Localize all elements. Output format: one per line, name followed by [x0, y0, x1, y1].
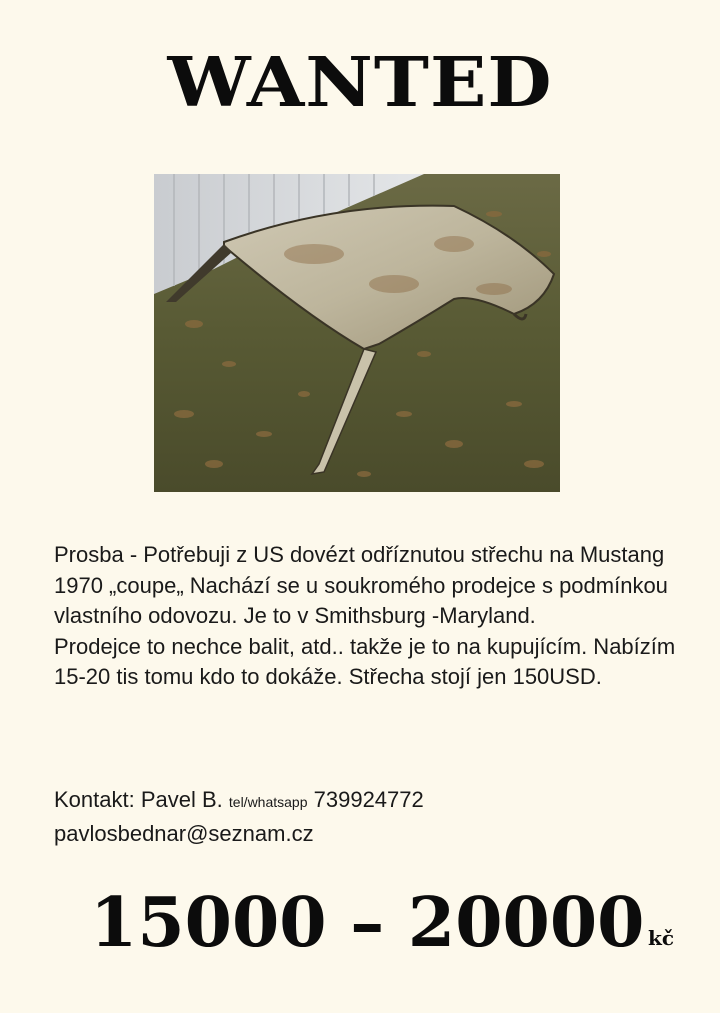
- description: [54, 540, 694, 693]
- phone-number: 739924772: [313, 787, 424, 812]
- description-paragraph-1: Prosba - Potřebuji z US dovézt odříznutou střechu na Mustang 1970 „coupe„ Nachází se u soukromého prodejce s podmínkou vlastního odovozu. Je to v Smithsburg -Maryland.: [54, 542, 668, 628]
- contact-line: [54, 784, 694, 818]
- mustang-roof-photo: [154, 174, 560, 492]
- contact-block: [54, 784, 694, 849]
- currency-label: kč: [648, 926, 675, 950]
- price-range: 15000 – 20000: [90, 883, 645, 963]
- description-paragraph-2: Prodejce to nechce balit, atd.. takže je to na kupujícím. Nabízím 15-20 tis tomu kdo to dokáže. Střecha stojí jen 150USD.: [54, 633, 676, 689]
- email-address: pavlosbednar@seznam.cz: [54, 821, 314, 846]
- contact-label: Kontakt: Pavel B.: [54, 787, 223, 812]
- headline: WANTED: [167, 43, 553, 123]
- phone-label: tel/whatsapp: [228, 794, 308, 810]
